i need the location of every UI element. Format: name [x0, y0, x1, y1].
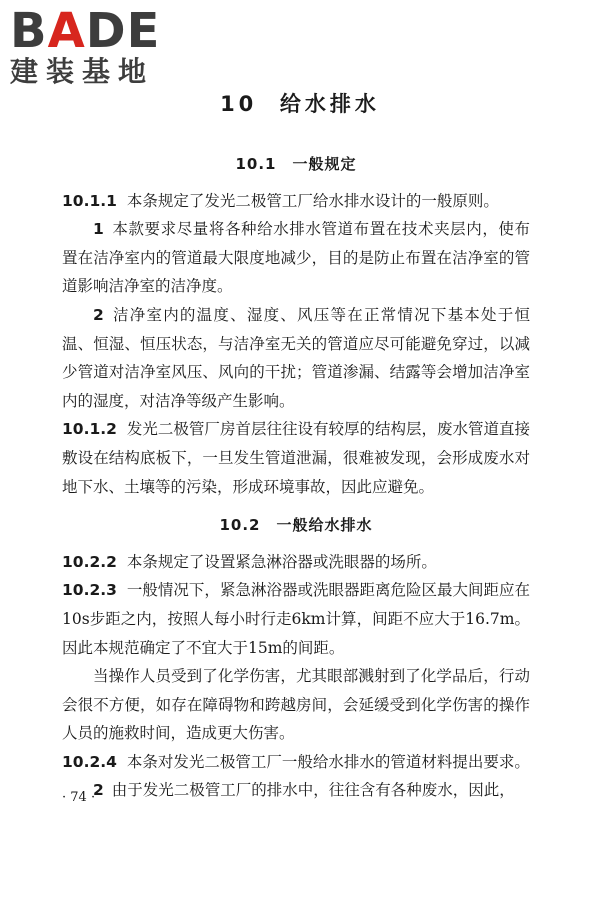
logo-letter-a: A: [47, 3, 86, 59]
item-text: 本款要求尽量将各种给水排水管道布置在技术夹层内，使布置在洁净室内的管道最大限度地减少，目的是防止布置在洁净室的管道影响洁净室的洁净度。: [62, 220, 530, 296]
item-number: 2: [93, 781, 104, 800]
item-text: 洁净室内的温度、湿度、风压等在正常情况下基本处于恒温、恒湿、恒压状态，与洁净室无关的管道应尽可能避免穿过，以减少管道对洁净室风压、风向的干扰；管道渗漏、结露等会增加洁净室内的湿度，对洁净等级产生影响。: [62, 305, 530, 410]
item-number: 1: [93, 220, 104, 239]
clause-text: 一般情况下，紧急淋浴器或洗眼器距离危险区最大间距应在10s步距之内，按照人每小时行走6km计算，间距不应大于16.7m。因此本规范确定了不宜大于15m的间距。: [62, 581, 530, 657]
clause-text: 发光二极管厂房首层往往设有较厚的结构层，废水管道直接敷设在结构底板下，一旦发生管道泄漏，很难被发现，会形成废水对地下水、土壤等的污染，形成环境事故，因此应避免。: [62, 420, 530, 496]
clause-10-1-1-item-1: [62, 215, 530, 301]
clause-10-2-2: [62, 548, 530, 577]
clause-number: 10.1.2: [62, 420, 117, 439]
section-title-10-2: 10.2 一般给水排水: [219, 516, 373, 535]
chapter-name: 给水排水: [279, 92, 380, 116]
logo-wordmark: [10, 3, 180, 59]
logo-letters-de: DE: [85, 3, 161, 59]
clause-number: 10.2.4: [62, 752, 117, 771]
clause-10-1-1-item-2: [62, 301, 530, 415]
item-number: 2: [93, 305, 104, 324]
clause-10-1-2: [62, 415, 530, 501]
chapter-title: [0, 88, 600, 118]
clause-number: 10.1.1: [62, 191, 117, 210]
clause-10-1-1: [62, 187, 530, 216]
clause-10-2-4-item-2: [62, 776, 530, 805]
clause-10-2-3-continuation: 当操作人员受到了化学伤害，尤其眼部溅射到了化学品后，行动会很不方便，如存在障碍物和跨越房间，会延缓受到化学伤害的操作人员的施救时间，造成更大伤害。: [62, 667, 530, 743]
clause-text: 本条规定了设置紧急淋浴器或洗眼器的场所。: [126, 552, 437, 571]
logo-letter-b: B: [10, 3, 48, 59]
clause-10-2-4: [62, 748, 530, 777]
clause-10-2-3: [62, 576, 530, 662]
clause-text: 本条对发光二极管工厂一般给水排水的管道材料提出要求。: [126, 752, 530, 771]
clause-number: 10.2.2: [62, 552, 117, 571]
chapter-number: 10: [220, 92, 258, 116]
section-title-10-1: 10.1 一般规定: [235, 155, 357, 173]
item-text: 由于发光二极管工厂的排水中，往往含有各种废水，因此，: [111, 781, 515, 800]
logo-subtitle: 建装基地: [10, 55, 155, 88]
page-body: [62, 150, 530, 805]
clause-text: 本条规定了发光二极管工厂给水排水设计的一般原则。: [126, 191, 499, 210]
bade-logo-watermark: [10, 3, 180, 92]
page-number: · 74 ·: [62, 790, 96, 805]
clause-number: 10.2.3: [62, 581, 117, 600]
